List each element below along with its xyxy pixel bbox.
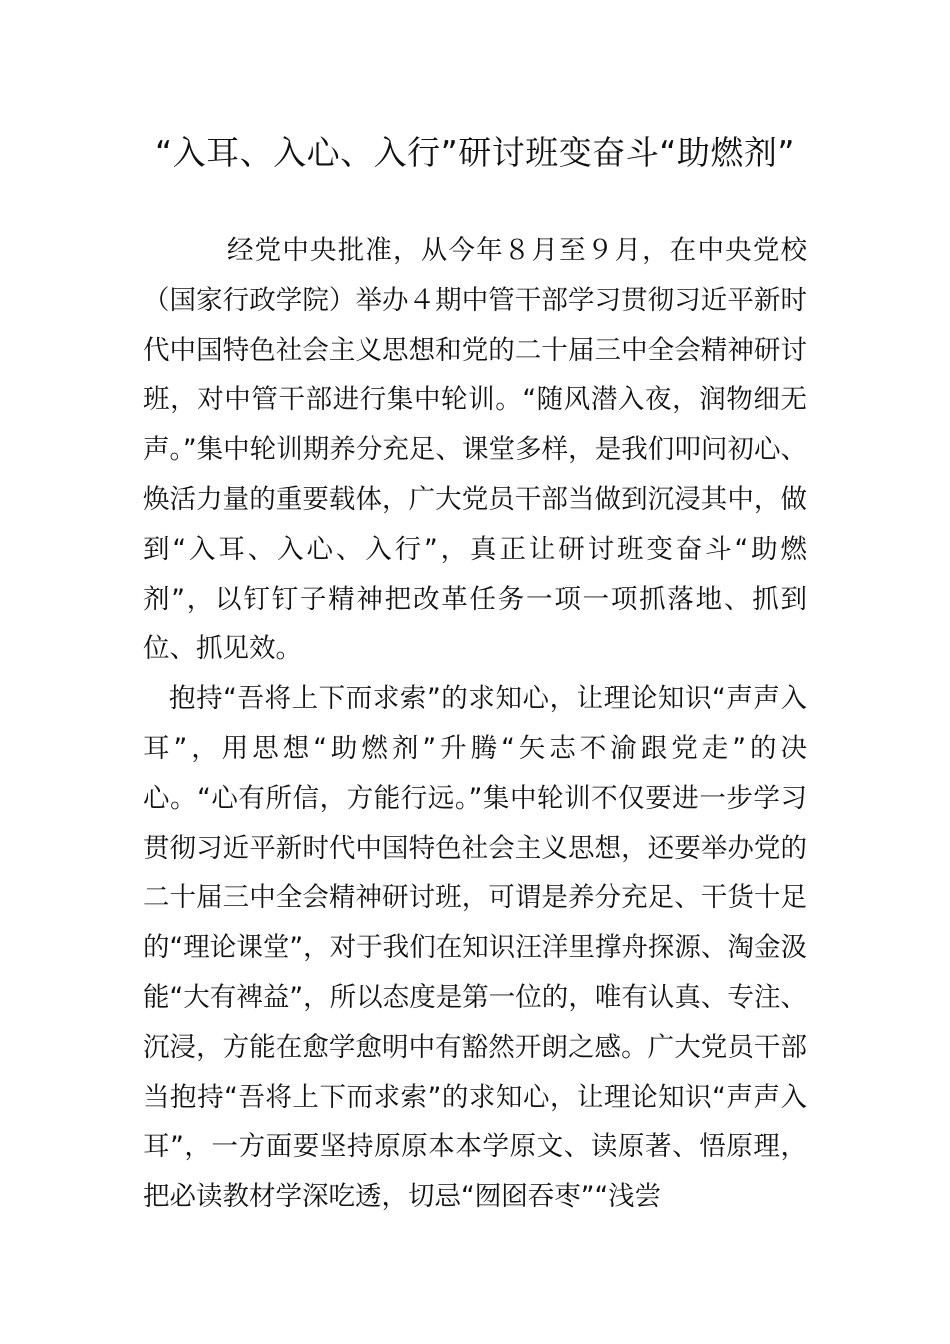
document-title: “入耳、入心、入行”研讨班变奋斗“助燃剂” xyxy=(155,133,795,172)
paragraph-section-1: 抱持“吾将上下而求索”的求知心，让理论知识“声声入耳”，用思想“助燃剂”升腾“矢志不渝跟党走”的决心。“心有所信，方能行远。”集中轮训不仅要进一步学习贯彻习近平新时代中国特色社会主义思想，还要举办党的二十届三中全会精神研讨班，可谓是养分充足、干货十足的“理论课堂”，对于我们在知识汪洋里撑舟探源、淘金汲能“大有裨益”，所以态度是第一位的，唯有认真、专注、沉浸，方能在愈学愈明中有豁然开朗之感。广大党员干部当抱持“吾将上下而求索”的求知心，让理论知识“声声入耳”，一方面要坚持原原本本学原文、读原著、悟原理，把必读教材学深吃透，切忌“囫囵吞枣”“浅尝 xyxy=(143,683,807,1213)
paragraph-intro: 经党中央批准，从今年８月至９月，在中央党校（国家行政学院）举办４期中管干部学习贯彻习近平新时代中国特色社会主义思想和党的二十届三中全会精神研讨班，对中管干部进行集中轮训。“随风潜入夜，润物细无声。”集中轮训期养分充足、课堂多样，是我们叩问初心、焕活力量的重要载体，广大党员干部当做到沉浸其中，做到“入耳、入心、入行”，真正让研讨班变奋斗“助燃剂”，以钉钉子精神把改革任务一项一项抓落地、抓到位、抓见效。 xyxy=(143,235,807,665)
document-body xyxy=(143,226,807,1222)
